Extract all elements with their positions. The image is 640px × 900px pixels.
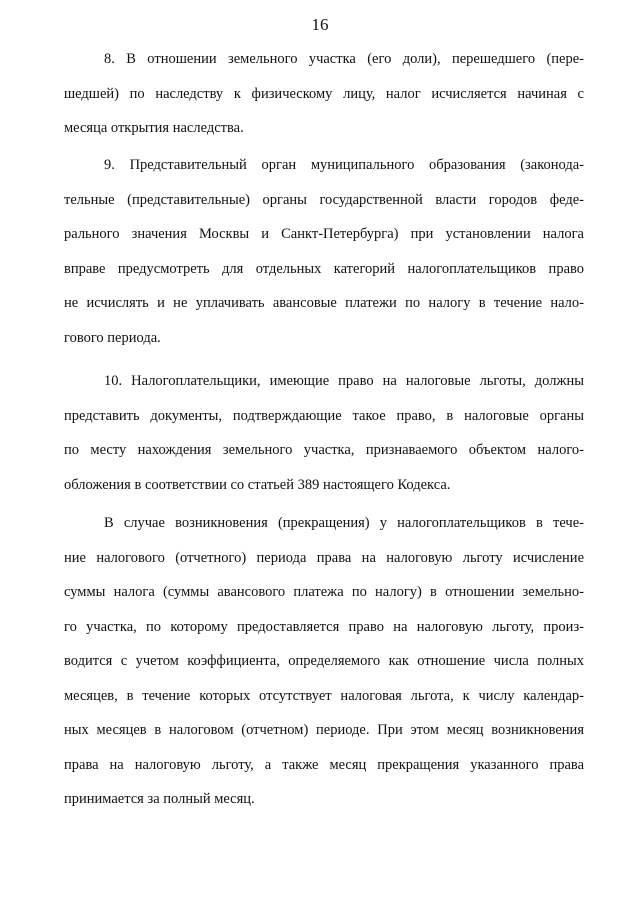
paragraph-line: го участка, по которому предоставляется право на налоговую льготу, произ- <box>64 618 584 635</box>
paragraph-line: суммы налога (суммы авансового платежа по налогу) в отношении земельно- <box>64 584 584 600</box>
paragraph-line: тельные (представительные) органы государственной власти городов феде- <box>64 191 584 208</box>
paragraph-line: ние налогового (отчетного) периода права на налоговую льготу исчисление <box>64 549 584 566</box>
paragraph-line: по месту нахождения земельного участка, признаваемого объектом налого- <box>64 442 584 458</box>
paragraph-line: месяца открытия наследства. <box>64 120 244 136</box>
paragraph-9 <box>64 148 584 355</box>
paragraph-line: шедшей) по наследству к физическому лицу, налог исчисляется начиная с <box>64 85 584 102</box>
paragraph-11 <box>64 506 584 817</box>
paragraph-line: обложения в соответствии со статьей 389 настоящего Кодекса. <box>64 476 451 493</box>
paragraph-line: 9. Представительный орган муниципального образования (законода- <box>104 157 584 173</box>
paragraph-line: не исчислять и не уплачивать авансовые платежи по налогу в течение нало- <box>64 295 584 311</box>
paragraph-line: В случае возникновения (прекращения) у налогоплательщиков в тече- <box>104 515 584 531</box>
paragraph-line: представить документы, подтверждающие такое право, в налоговые органы <box>64 407 584 424</box>
paragraph-line: рального значения Москвы и Санкт-Петербурга) при установлении налога <box>64 226 584 242</box>
paragraph-line: права на налоговую льготу, а также месяц прекращения указанного права <box>64 756 584 773</box>
paragraph-line: водится с учетом коэффициента, определяемого как отношение числа полных <box>64 653 584 669</box>
paragraph-line: гового периода. <box>64 329 161 346</box>
paragraph-line: вправе предусмотреть для отдельных категорий налогоплательщиков право <box>64 260 584 277</box>
paragraph-line: месяцев, в течение которых отсутствует налоговая льгота, к числу календар- <box>64 687 584 704</box>
paragraph-line: 10. Налогоплательщики, имеющие право на налоговые льготы, должны <box>104 373 584 389</box>
paragraph-line: 8. В отношении земельного участка (его доли), перешедшего (пере- <box>104 51 584 67</box>
paragraph-8 <box>64 42 584 146</box>
page-number: 16 <box>311 15 329 34</box>
paragraph-10 <box>64 364 584 502</box>
paragraph-line: принимается за полный месяц. <box>64 791 255 807</box>
paragraph-line: ных месяцев в налоговом (отчетном) периоде. При этом месяц возникновения <box>64 722 584 738</box>
